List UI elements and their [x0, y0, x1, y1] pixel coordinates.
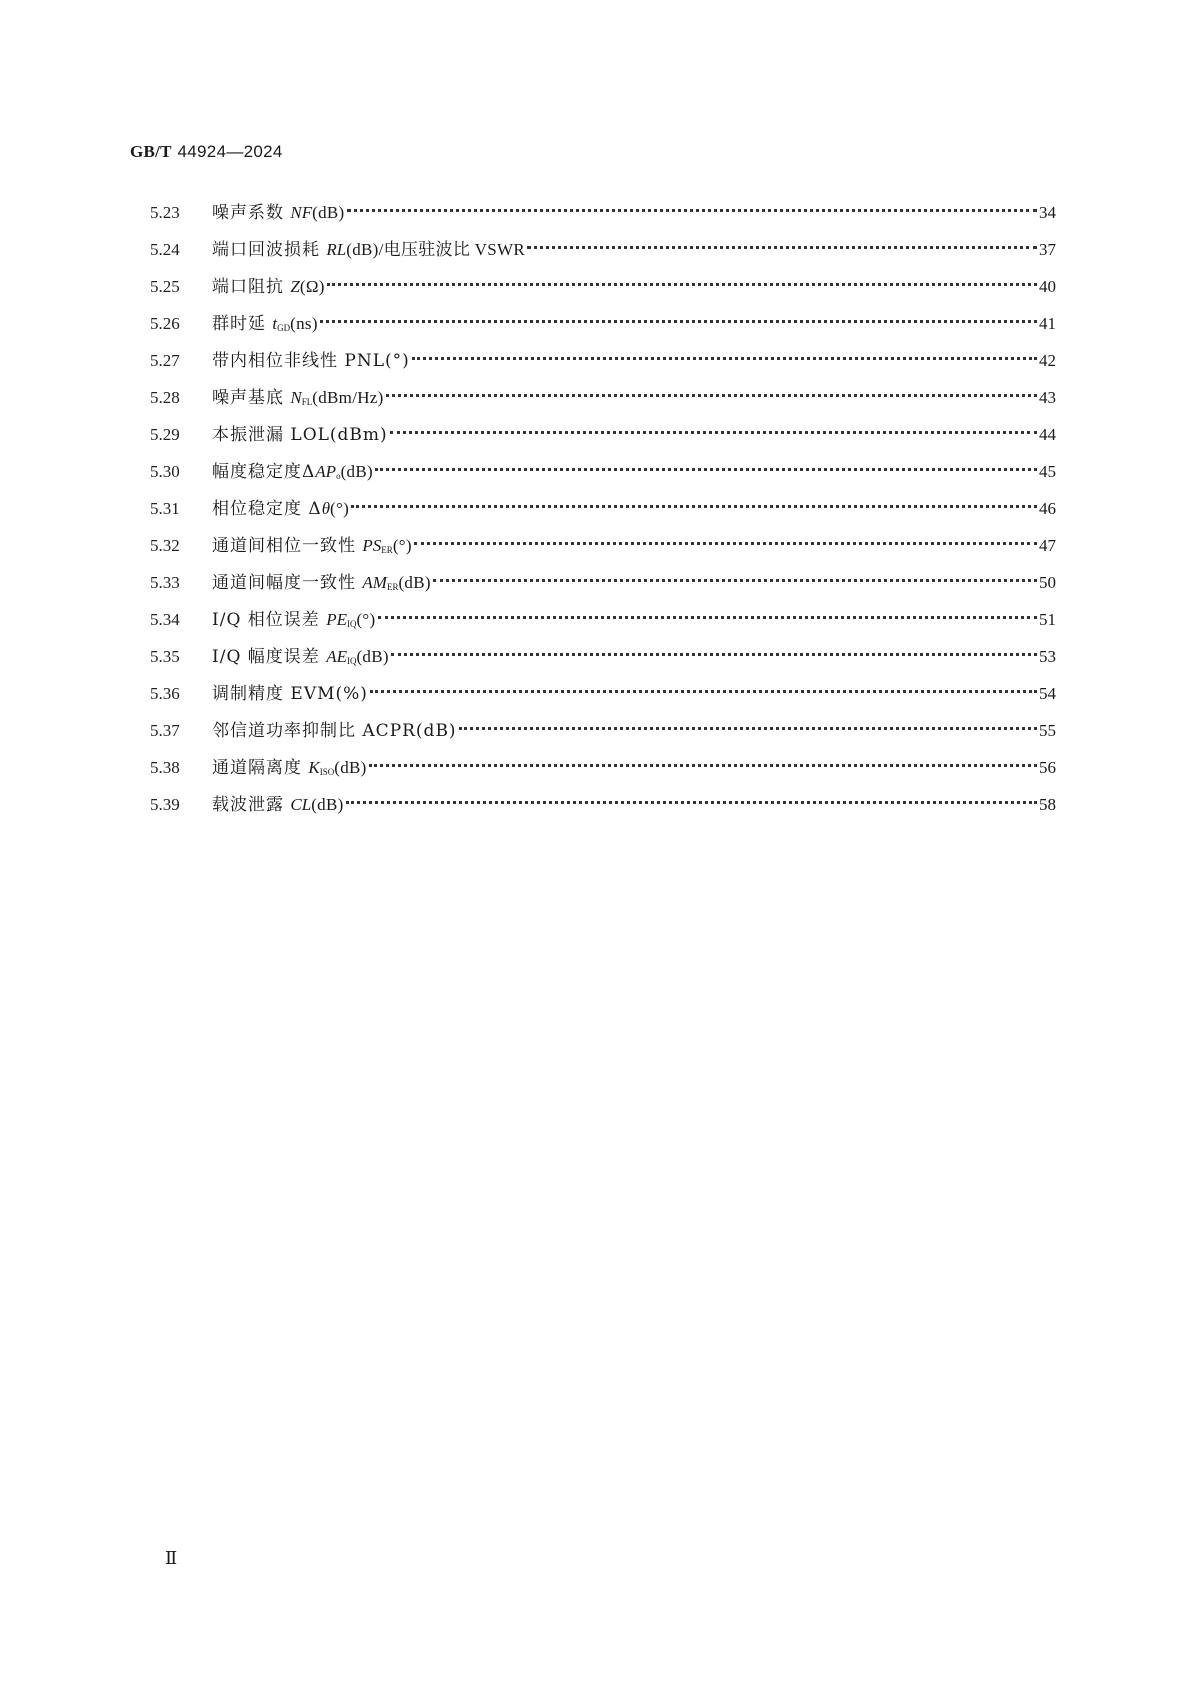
toc-entry-title-text: 本振泄漏 LOL(dBm) [212, 425, 388, 445]
toc-entry-symbol: AP [315, 462, 337, 481]
toc-entry-page: 51 [1039, 610, 1056, 629]
toc-entry-symbol: K [308, 758, 320, 777]
toc-entry-unit: (dB) [340, 462, 373, 481]
toc-entry-title-text: I/Q 幅度误差 [212, 647, 327, 667]
toc-entry-unit: (dB) [334, 758, 367, 777]
toc-entry-subscript: ISO [319, 767, 335, 777]
toc-entry-title-text: 通道间相位一致性 [212, 536, 363, 556]
standard-code [130, 142, 283, 162]
toc-entry-page: 42 [1039, 351, 1056, 370]
toc-entry-subscript: ER [381, 545, 393, 555]
toc-entry-symbol: N [290, 388, 302, 407]
toc-entry-title-text: 端口回波损耗 [212, 240, 327, 260]
toc-entry-title-text: 幅度稳定度Δ [212, 462, 316, 482]
toc-leader-dots [351, 505, 1037, 508]
toc-entry-page: 53 [1039, 647, 1056, 666]
toc-entry-number: 5.31 [150, 499, 180, 518]
toc-entry-title [212, 305, 318, 347]
toc-entry-page: 41 [1039, 314, 1056, 333]
toc-entry-page: 47 [1039, 536, 1056, 555]
toc-entry-symbol: t [272, 314, 278, 333]
toc-entry-unit: (dB)/电压驻波比 VSWR [346, 240, 525, 259]
toc-entry-title [212, 194, 345, 232]
toc-entry-page: 58 [1039, 795, 1056, 814]
toc-entry-number: 5.29 [150, 425, 180, 444]
toc-leader-dots [459, 727, 1037, 730]
toc-entry-subscript: IQ [346, 619, 357, 629]
toc-leader-dots [390, 431, 1037, 434]
toc-entry[interactable] [150, 416, 1056, 453]
toc-entry-unit: (ns) [290, 314, 318, 333]
toc-entry-subscript: ER [386, 582, 399, 592]
toc-entry-number: 5.30 [150, 462, 180, 481]
toc-entry[interactable] [150, 268, 1056, 305]
toc-entry-title [212, 490, 349, 528]
toc-entry-unit: (dB) [312, 203, 345, 222]
toc-entry[interactable] [150, 564, 1056, 601]
toc-entry-title-text: 载波泄露 [212, 795, 291, 815]
toc-entry[interactable] [150, 305, 1056, 342]
toc-entry-page: 54 [1039, 684, 1056, 703]
toc-entry-number: 5.33 [150, 573, 180, 592]
toc-leader-dots [346, 801, 1037, 804]
toc-entry-title [212, 676, 368, 713]
toc-entry-page: 43 [1039, 388, 1056, 407]
toc-entry-title-text: 带内相位非线性 PNL(°) [212, 351, 410, 371]
toc-leader-dots [391, 653, 1037, 656]
toc-entry-number: 5.24 [150, 240, 180, 259]
toc-entry-symbol: NF [290, 203, 313, 222]
toc-entry-symbol: RL [326, 240, 347, 259]
toc-entry-symbol: CL [290, 795, 312, 814]
toc-entry-symbol: AM [362, 573, 387, 592]
toc-entry-title [212, 638, 389, 680]
toc-entry[interactable] [150, 749, 1056, 786]
toc-entry-title-text: 邻信道功率抑制比 ACPR(dB) [212, 721, 457, 741]
toc-entry-number: 5.38 [150, 758, 180, 777]
toc-entry-number: 5.39 [150, 795, 180, 814]
toc-entry-subscript: o [336, 471, 341, 481]
toc-entry-page: 50 [1039, 573, 1056, 592]
toc-entry[interactable] [150, 194, 1056, 231]
toc-entry-number: 5.23 [150, 203, 180, 222]
toc-leader-dots [412, 357, 1037, 360]
toc-leader-dots [375, 468, 1037, 471]
toc-entry-symbol: PE [326, 610, 347, 629]
toc-entry-title-text: 端口阻抗 [212, 277, 291, 297]
toc-entry-title [212, 379, 384, 421]
toc-entry-title-text: I/Q 相位误差 [212, 610, 327, 630]
standard-number: 44924—2024 [177, 142, 283, 161]
toc-entry-number: 5.25 [150, 277, 180, 296]
toc-entry[interactable] [150, 490, 1056, 527]
toc-entry[interactable] [150, 712, 1056, 749]
toc-entry-symbol: θ [321, 499, 331, 518]
toc-entry-title [212, 713, 457, 750]
toc-entry-title [212, 564, 431, 606]
toc-entry[interactable] [150, 527, 1056, 564]
toc-entry[interactable] [150, 638, 1056, 675]
toc-entry-title [212, 527, 412, 569]
toc-leader-dots [527, 246, 1037, 249]
toc-entry-unit: (°) [356, 610, 376, 629]
toc-leader-dots [370, 690, 1037, 693]
toc-entry-number: 5.32 [150, 536, 180, 555]
toc-entry-symbol: Z [290, 277, 300, 296]
toc-entry-number: 5.26 [150, 314, 180, 333]
toc-entry-title [212, 417, 388, 454]
toc-entry-unit: (°) [392, 536, 412, 555]
toc-entry-title-text: 通道间幅度一致性 [212, 573, 363, 593]
toc-entry[interactable] [150, 601, 1056, 638]
toc-entry-unit: (dBm/Hz) [312, 388, 384, 407]
toc-entry-page: 55 [1039, 721, 1056, 740]
toc-leader-dots [414, 542, 1037, 545]
page-number: Ⅱ [165, 1548, 178, 1568]
toc-entry-title [212, 268, 325, 306]
toc-entry-page: 46 [1039, 499, 1056, 518]
toc-leader-dots [369, 764, 1037, 767]
toc-entry-title [212, 601, 376, 643]
toc-entry-subscript: FL [301, 397, 313, 407]
toc-entry[interactable] [150, 786, 1056, 823]
toc-entry-title-text: 相位稳定度 Δ [212, 499, 322, 519]
toc-entry-number: 5.27 [150, 351, 180, 370]
toc-entry-unit: (dB) [311, 795, 344, 814]
toc-entry-subscript: IQ [346, 656, 357, 666]
standard-prefix: GB/T [130, 142, 172, 161]
toc-entry-title-text: 调制精度 EVM(%) [212, 684, 368, 704]
toc-entry-unit: (dB) [356, 647, 389, 666]
toc-entry-title-text: 噪声系数 [212, 203, 291, 223]
toc-entry-number: 5.28 [150, 388, 180, 407]
toc-entry[interactable] [150, 231, 1056, 268]
toc-entry-page: 34 [1039, 203, 1056, 222]
toc-entry-title [212, 231, 525, 269]
toc-entry-number: 5.35 [150, 647, 180, 666]
toc-leader-dots [347, 209, 1037, 212]
toc-entry-page: 56 [1039, 758, 1056, 777]
toc-leader-dots [320, 320, 1037, 323]
toc-entry[interactable] [150, 675, 1056, 712]
toc-entry-title-text: 群时延 [212, 314, 273, 334]
toc-entry[interactable] [150, 379, 1056, 416]
toc-entry-number: 5.37 [150, 721, 180, 740]
toc-leader-dots [327, 283, 1037, 286]
toc-entry-page: 40 [1039, 277, 1056, 296]
toc-leader-dots [386, 394, 1037, 397]
toc-entry-unit: (Ω) [299, 277, 325, 296]
toc-entry-symbol: AE [326, 647, 347, 666]
toc-entry-title [212, 453, 373, 495]
toc-entry-unit: (°) [330, 499, 350, 518]
toc-entry-page: 44 [1039, 425, 1056, 444]
toc-entry-unit: (dB) [398, 573, 431, 592]
toc-entry-symbol: PS [362, 536, 382, 555]
toc-entry-subscript: GD [277, 323, 291, 333]
toc-entry-page: 45 [1039, 462, 1056, 481]
toc-entry-title-text: 通道隔离度 [212, 758, 309, 778]
toc-entry-number: 5.36 [150, 684, 180, 703]
toc-entry[interactable] [150, 453, 1056, 490]
toc-entry-page: 37 [1039, 240, 1056, 259]
toc-leader-dots [433, 579, 1037, 582]
toc-entry-title-text: 噪声基底 [212, 388, 291, 408]
toc-entry-title [212, 786, 344, 824]
table-of-contents [150, 194, 1056, 823]
toc-entry-title [212, 749, 367, 791]
toc-entry[interactable] [150, 342, 1056, 379]
toc-entry-number: 5.34 [150, 610, 180, 629]
toc-leader-dots [378, 616, 1038, 619]
toc-entry-title [212, 343, 410, 380]
